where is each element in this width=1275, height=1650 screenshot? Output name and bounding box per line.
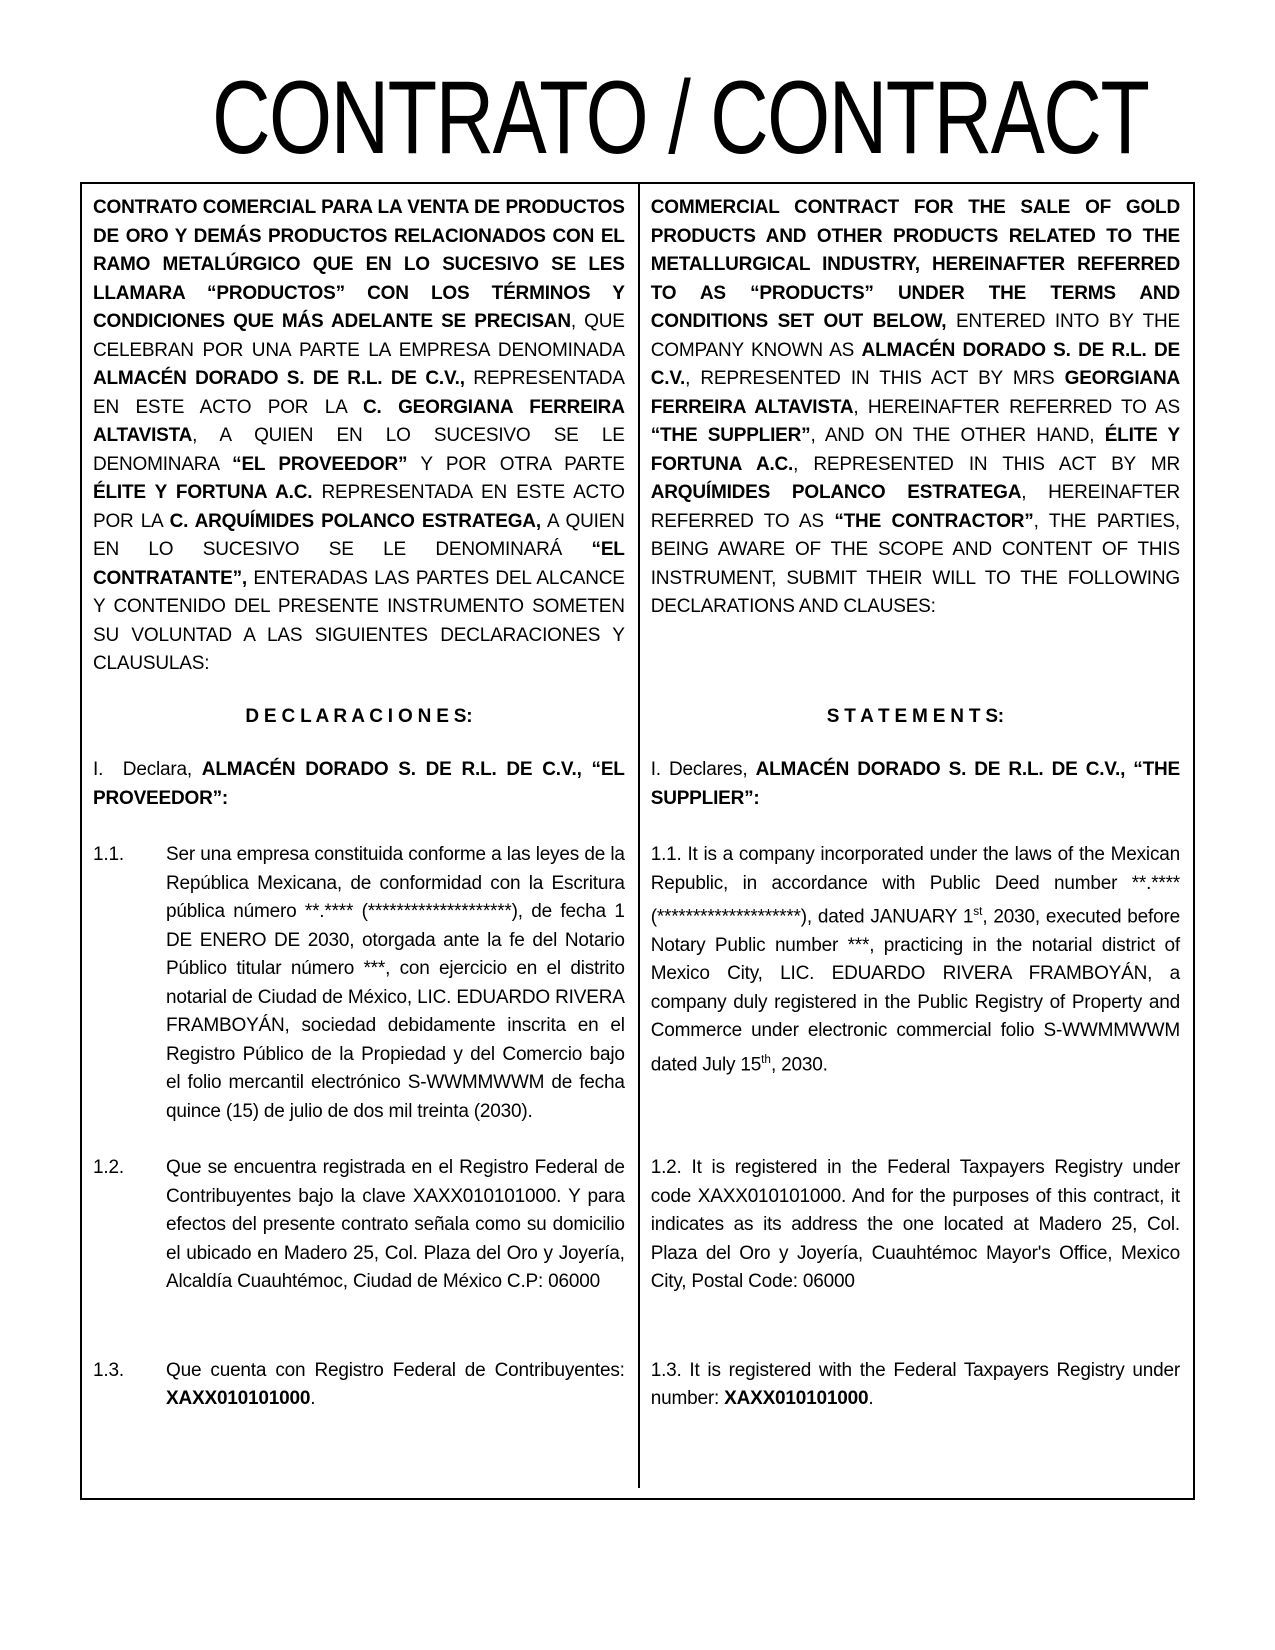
clause-1-1-spanish xyxy=(82,813,640,1126)
document-title: CONTRATO / CONTRACT xyxy=(212,60,1149,176)
clause-1-3-spanish xyxy=(82,1297,640,1488)
declares-line-english: I. Declares, ALMACÉN DORADO S. DE R.L. DE C.V., “THE SUPPLIER”: xyxy=(650,759,1180,809)
clause-1-2-english: 1.2. It is registered in the Federal Taxpayers Registry under code XAXX010101000. And for the purposes of this contract, it indicates as its address the one located at Madero 25, Col. Plaza del Oro y Joyería, Cuauhtémoc Mayor's Office, Mexico City, Postal Code: 06000 xyxy=(650,1157,1180,1292)
clause-1-2-spanish xyxy=(82,1126,640,1297)
clause-1-1-english: 1.1. It is a company incorporated under the laws of the Mexican Republic, in accordance with Public Deed number **.**** (********************), dated JANUARY 1st, 2030, executed before Notary Public number ***, practicing in the notarial district of Mexico City, LIC. EDUARDO RIVERA FRAMBOYÁN, a company duly registered in the Public Registry of Property and Commerce under electronic commercial folio S-WWMMWWM dated July 15th, 2030. xyxy=(650,844,1180,1076)
clause-text: Que cuenta con Registro Federal de Contribuyentes: XAXX010101000. xyxy=(166,1359,625,1409)
clause-text: Ser una empresa constituida conforme a las leyes de la República Mexicana, de conformidad con la Escritura pública número **.**** (********************), de fecha 1 DE ENERO DE 2030, otorgada ante la fe del Notario Público titular número ***, con ejercicio en el distrito notarial de Ciudad de México, LIC. EDUARDO RIVERA FRAMBOYÁN, sociedad debidamente inscrita en el Registro Público de la Propiedad y del Comercio bajo el folio mercantil electrónico S-WWMMWWM de fecha quince (15) de julio de dos mil treinta (2030). xyxy=(166,844,625,1122)
clause-text: Que se encuentra registrada en el Registro Federal de Contribuyentes bajo la clave XAXX010101000. Y para efectos del presente contrato señala como su domicilio el ubicado en Madero 25, Col. Plaza del Oro y Joyería, Alcaldía Cuauhtémoc, Ciudad de México C.P: 06000 xyxy=(166,1157,625,1292)
clause-number: 1.3. xyxy=(93,1359,124,1381)
intro-paragraph-spanish: CONTRATO COMERCIAL PARA LA VENTA DE PRODUCTOS DE ORO Y DEMÁS PRODUCTOS RELACIONADOS CON EL RAMO METALÚRGICO QUE EN LO SUCESIVO SE LES LLAMARA “PRODUCTOS” CON LOS TÉRMINOS Y CONDICIONES QUE MÁS ADELANTE SE PRECISAN, QUE CELEBRAN POR UNA PARTE LA EMPRESA DENOMINADA ALMACÉN DORADO S. DE R.L. DE C.V., REPRESENTADA EN ESTE ACTO POR LA C. GEORGIANA FERREIRA ALTAVISTA, A QUIEN EN LO SUCESIVO SE LE DENOMINARA “EL PROVEEDOR” Y POR OTRA PARTE ÉLITE Y FORTUNA A.C. REPRESENTADA EN ESTE ACTO POR LA C. ARQUÍMIDES POLANCO ESTRATEGA, A QUIEN EN LO SUCESIVO SE LE DENOMINARÁ “EL CONTRATANTE”, ENTERADAS LAS PARTES DEL ALCANCE Y CONTENIDO DEL PRESENTE INSTRUMENTO SOMETEN SU VOLUNTAD A LAS SIGUIENTES DECLARACIONES Y CLAUSULAS: xyxy=(82,184,640,679)
clause-number: 1.2. xyxy=(93,1157,124,1178)
clause-1-3-english: 1.3. It is registered with the Federal Taxpayers Registry under number: XAXX010101000. xyxy=(650,1359,1180,1409)
declarations-heading-spanish: D E C L A R A C I O N E S: xyxy=(82,679,640,732)
intro-paragraph-english: COMMERCIAL CONTRACT FOR THE SALE OF GOLD PRODUCTS AND OTHER PRODUCTS RELATED TO THE METALLURGICAL INDUSTRY, HEREINAFTER REFERRED TO AS “PRODUCTS” UNDER THE TERMS AND CONDITIONS SET OUT BELOW, ENTERED INTO BY THE COMPANY KNOWN AS ALMACÉN DORADO S. DE R.L. DE C.V., REPRESENTED IN THIS ACT BY MRS GEORGIANA FERREIRA ALTAVISTA, HEREINAFTER REFERRED TO AS “THE SUPPLIER”, AND ON THE OTHER HAND, ÉLITE Y FORTUNA A.C., REPRESENTED IN THIS ACT BY MR ARQUÍMIDES POLANCO ESTRATEGA, HEREINAFTER REFERRED TO AS “THE CONTRACTOR”, THE PARTIES, BEING AWARE OF THE SCOPE AND CONTENT OF THIS INSTRUMENT, SUBMIT THEIR WILL TO THE FOLLOWING DECLARATIONS AND CLAUSES: xyxy=(650,197,1180,617)
document-title-wrap xyxy=(80,0,1195,182)
clause-number: 1.1. xyxy=(93,844,124,865)
statements-heading-english: S T A T E M E N T S: xyxy=(826,705,1004,727)
declares-line-spanish: I. Declara, ALMACÉN DORADO S. DE R.L. DE C.V., “EL PROVEEDOR”: xyxy=(82,731,640,813)
contract-table xyxy=(80,182,1195,1500)
